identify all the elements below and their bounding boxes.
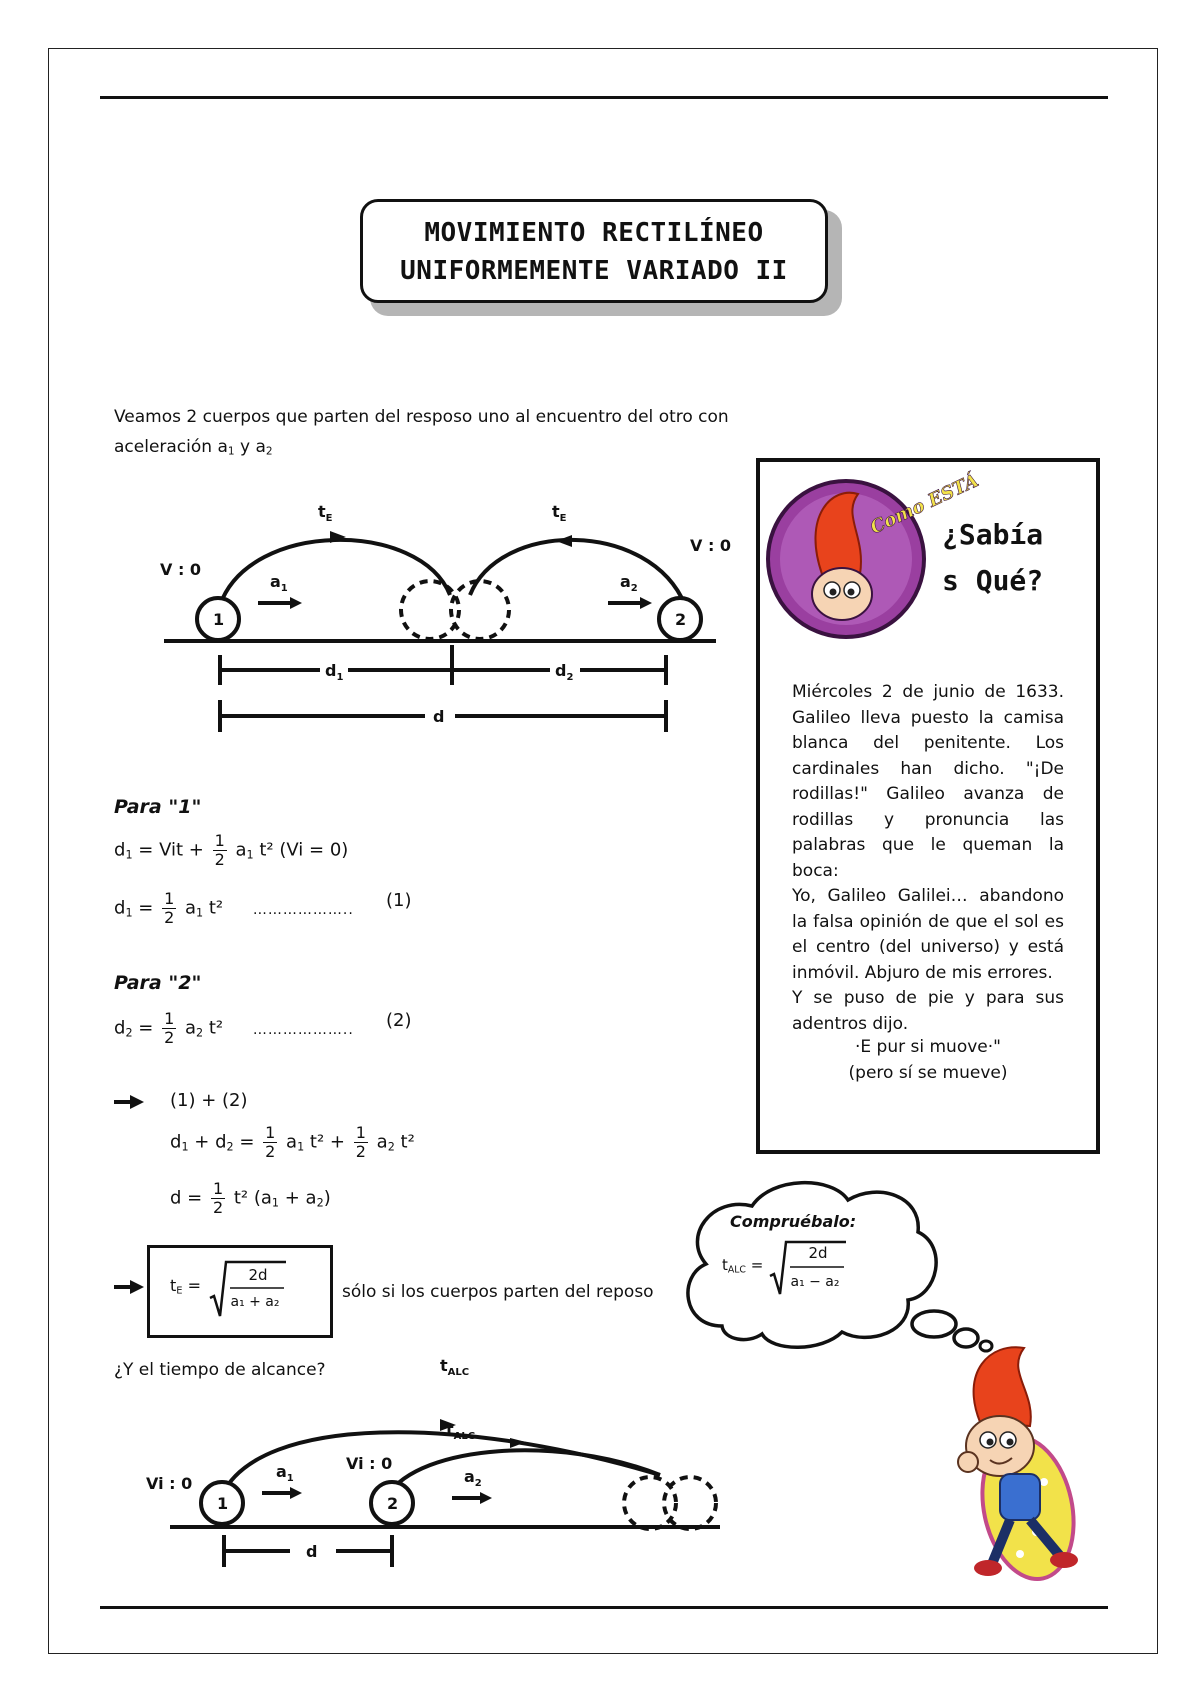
como-esta-logo-icon	[762, 470, 982, 642]
trajectory-arc-1	[220, 540, 450, 605]
para-2-heading: Para "2"	[114, 972, 202, 994]
te-formula-note: sólo si los cuerpos parten del reposo	[342, 1282, 654, 1302]
te-formula-numerator: 2d	[248, 1266, 268, 1284]
alc-a2-arrow-head	[480, 1492, 492, 1504]
cloud-formula-lhs: $t_{ALC}$ =	[722, 1256, 764, 1276]
top-rule	[100, 96, 1108, 99]
encounter-diagram	[140, 495, 750, 745]
a2-arrow-head	[640, 597, 652, 609]
cloud-formula-denominator: a₁ − a₂	[790, 1274, 840, 1290]
page-title	[360, 199, 828, 303]
cloud-heading: Compruébalo:	[730, 1212, 857, 1231]
para-2-equation: $d_2$ = $\frac{1}{2}$ $a_2$ t² ……………….. (2)	[114, 1009, 412, 1047]
trajectory-arc-alc-1	[222, 1432, 660, 1495]
d2-label: $d_2$	[555, 661, 574, 683]
catchup-diagram	[140, 1355, 740, 1575]
title-line-1: MOVIMIENTO RECTILÍNEO	[424, 218, 764, 248]
intro-line-1: Veamos 2 cuerpos que parten del resposo uno al encuentro del otro con	[114, 407, 729, 427]
v-right-label: V : 0	[690, 536, 732, 555]
right-arrow-icon	[112, 1277, 146, 1297]
title-line-2: UNIFORMEMENTE VARIADO II	[400, 256, 788, 286]
t-alc-label-mid: $t_{ALC}$	[446, 1420, 476, 1442]
trajectory-arc-2	[470, 540, 685, 605]
alc-a1-label: $a_1$	[276, 1462, 294, 1484]
para-1-heading: Para "1"	[114, 796, 202, 818]
d1-label: $d_1$	[325, 661, 344, 683]
te-label-1: $t_E$	[318, 502, 333, 524]
cartoon-boy-icon	[940, 1342, 1090, 1590]
logo-lettering: Como ESTÁ	[867, 470, 982, 539]
te-formula-lhs: $t_E$ =	[170, 1276, 202, 1297]
d-label: d	[433, 707, 445, 726]
alc-a2-label: $a_2$	[464, 1467, 482, 1489]
galileo-quote: ·E pur si muove·" (pero sí se mueve)	[848, 1037, 1008, 1083]
intro-line-2: aceleración $a_1$ y $a_2$	[114, 437, 273, 458]
catch-cloud-left	[624, 1477, 676, 1529]
right-arrow-icon	[112, 1092, 146, 1112]
para-1-equation-1: $d_1$ = Vit + $\frac{1}{2}$ $a_1$ t² (Vi = 0)	[114, 831, 349, 869]
story-paragraph-2: Yo, Galileo Galilei… abandono la falsa opinión de que el sol es el centro (del universo) y está inmóvil. Abjuro de mis errores.	[792, 886, 1064, 983]
para-1-label: (1)	[386, 890, 412, 911]
body-1-label: 1	[213, 610, 225, 629]
story-paragraph-3: Y se puso de pie y para sus adentros dijo.	[792, 988, 1064, 1034]
a2-label: $a_2$	[620, 572, 638, 594]
v-left-label: V : 0	[160, 560, 202, 579]
a1-arrow-head	[290, 597, 302, 609]
catch-cloud-right	[664, 1477, 716, 1529]
te-arrow-head-2	[556, 535, 572, 547]
alc-a1-arrow-head	[290, 1487, 302, 1499]
para-2-label: (2)	[386, 1010, 412, 1031]
alcance-question: ¿Y el tiempo de alcance?	[114, 1360, 326, 1380]
cloud-formula-numerator: 2d	[808, 1244, 828, 1262]
galileo-story	[792, 680, 1064, 1037]
bottom-rule	[100, 1606, 1108, 1609]
body-2-label: 2	[675, 610, 687, 629]
alc-d-label: d	[306, 1542, 318, 1561]
vi-mid-label: Vi : 0	[346, 1454, 393, 1473]
sum-line-1: (1) + (2)	[170, 1090, 248, 1111]
intro-paragraph	[114, 402, 794, 467]
vi-left-label: Vi : 0	[146, 1474, 193, 1493]
te-formula-denominator: a₁ + a₂	[230, 1294, 280, 1310]
te-label-2: $t_E$	[552, 502, 567, 524]
a1-label: $a_1$	[270, 572, 288, 594]
trajectory-arc-alc-2	[388, 1450, 660, 1495]
story-paragraph-1: Miércoles 2 de junio de 1633. Galileo lleva puesto la camisa blanca del penitente. Los cardinales han dicho. "¡De rodillas!" Galileo avanza de rodillas y pronuncia las palabras que le queman la boca:	[792, 682, 1064, 881]
t-alc-label-top: $t_{ALC}$	[440, 1356, 470, 1378]
para-1-equation-2: $d_1$ = $\frac{1}{2}$ $a_1$ t² ……………….. (1)	[114, 889, 412, 927]
alc-body-2-label: 2	[387, 1494, 399, 1513]
sum-line-3: d = $\frac{1}{2}$ t² $(a_1 + a_2)$	[170, 1179, 331, 1217]
sum-line-2: $d_1 + d_2$ = $\frac{1}{2}$ $a_1$ t² + $\frac{1}{2}$ $a_2$ t²	[170, 1123, 415, 1161]
para-1-dots: ………………..	[252, 901, 354, 918]
alc-body-1-label: 1	[217, 1494, 229, 1513]
para-2-dots: ………………..	[252, 1021, 354, 1038]
did-you-know-heading: ¿Sabía s Qué?	[942, 518, 1044, 597]
